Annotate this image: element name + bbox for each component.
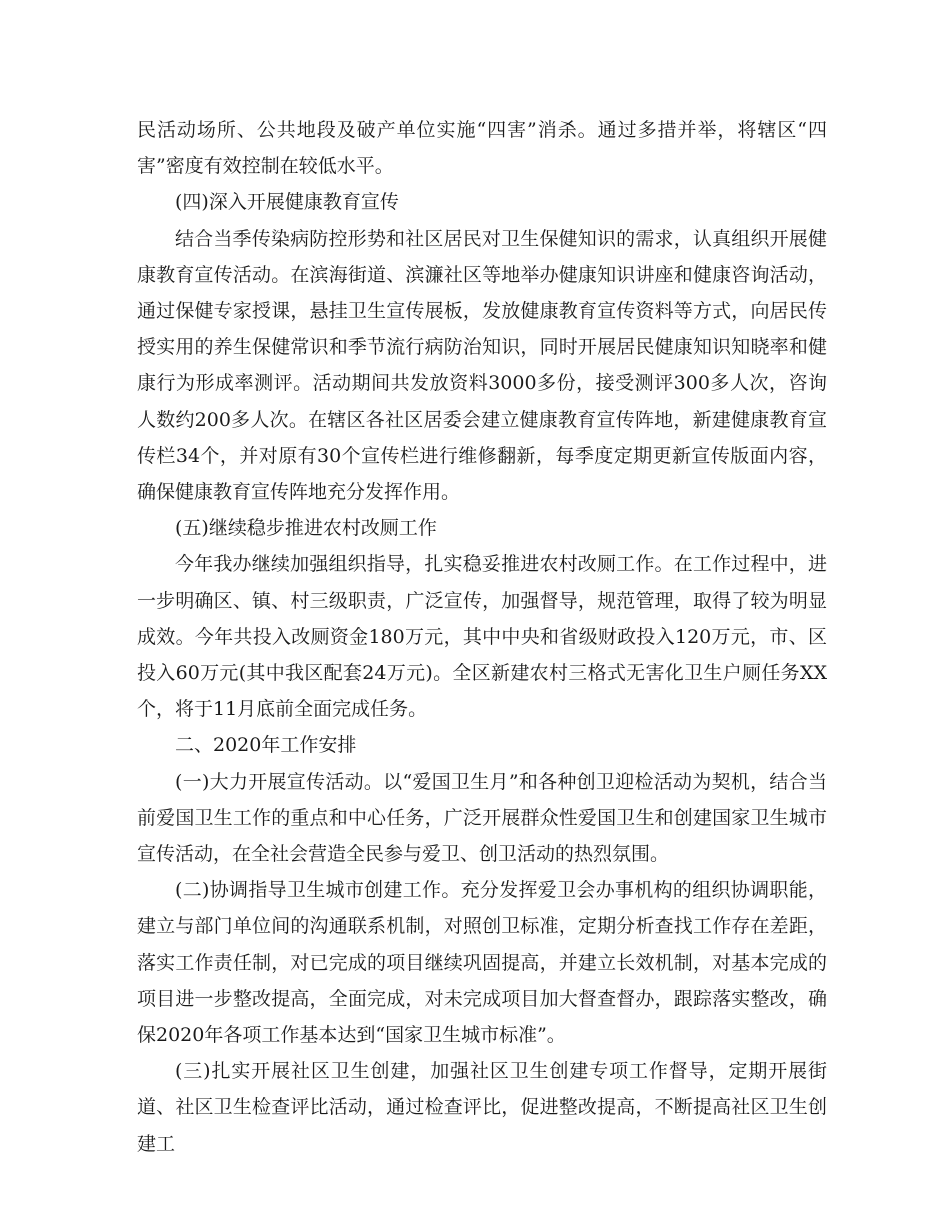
paragraph-plan-item-2: (二)协调指导卫生城市创建工作。充分发挥爱卫会办事机构的组织协调职能，建立与部门单位间的沟通联系机制，对照创卫标准，定期分析查找工作存在差距，落实工作责任制，对已完成的项目继续巩固提高，并建立长效机制，对基本完成的项目进一步整改提高，全面完成，对未完成项目加大督查督办，跟踪落实整改，确保2020年各项工作基本达到“国家卫生城市标准”。 (137, 879, 827, 1047)
section-heading-health-education: (四)深入开展健康教育宣传 (175, 191, 399, 214)
paragraph-plan-item-1: (一)大力开展宣传活动。以“爱国卫生月”和各种创卫迎检活动为契机，结合当前爱国卫生工作的重点和中心任务，广泛开展群众性爱国卫生和创建国家卫生城市宣传活动，在全社会营造全民参与爱卫、创卫活动的热烈氛围。 (137, 770, 827, 866)
paragraph-continuation: 民活动场所、公共地段及破产单位实施“四害”消杀。通过多措并举，将辖区“四害”密度有效控制在较低水平。 (137, 119, 827, 178)
section-heading-2020-plan: 二、2020年工作安排 (175, 734, 357, 757)
paragraph-health-education: 结合当季传染病防控形势和社区居民对卫生保健知识的需求，认真组织开展健康教育宣传活动。在滨海街道、滨濂社区等地举办健康知识讲座和健康咨询活动，通过保健专家授课，悬挂卫生宣传展板，发放健康教育宣传资料等方式，向居民传授实用的养生保健常识和季节流行病防治知识，同时开展居民健康知识知晓率和健康行为形成率测评。活动期间共发放资料3000多份，接受测评300多人次，咨询人数约200多人次。在辖区各社区居委会建立健康教育宣传阵地，新建健康教育宣传栏34个，并对原有30个宣传栏进行维修翻新，每季度定期更新宣传版面内容，确保健康教育宣传阵地充分发挥作用。 (137, 227, 827, 504)
section-heading-toilet-reform: (五)继续稳步推进农村改厕工作 (175, 517, 437, 540)
document-body (137, 112, 827, 1162)
paragraph-toilet-reform: 今年我办继续加强组织指导，扎实稳妥推进农村改厕工作。在工作过程中，进一步明确区、镇、村三级职责，广泛宣传，加强督导，规范管理，取得了较为明显成效。今年共投入改厕资金180万元，其中中央和省级财政投入120万元，市、区投入60万元(其中我区配套24万元)。全区新建农村三格式无害化卫生户厕任务XX个，将于11月底前全面完成任务。 (137, 553, 827, 721)
paragraph-plan-item-3: (三)扎实开展社区卫生创建，加强社区卫生创建专项工作督导，定期开展街道、社区卫生检查评比活动，通过检查评比，促进整改提高，不断提高社区卫生创建工 (137, 1060, 827, 1155)
